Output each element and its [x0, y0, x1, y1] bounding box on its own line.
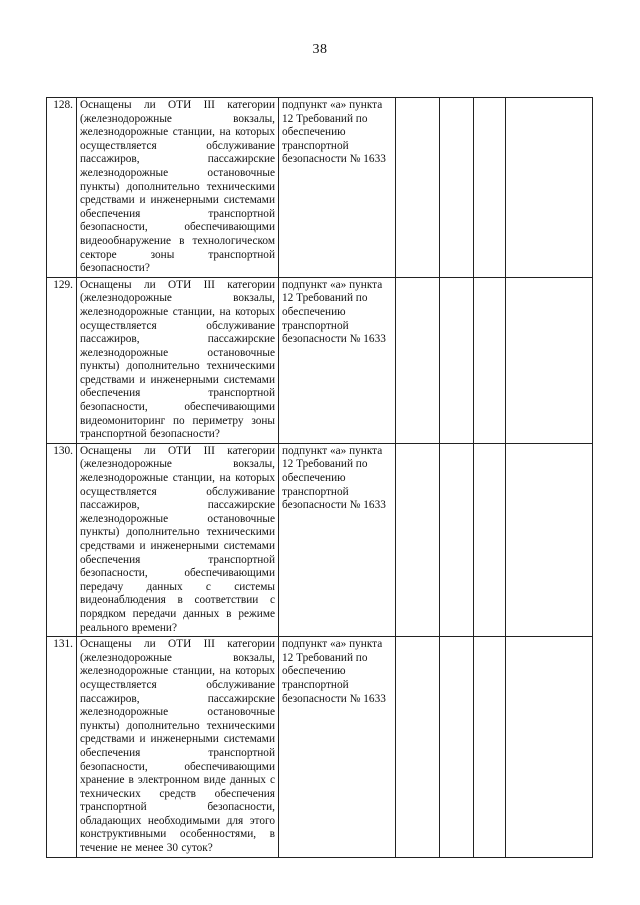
answer-no-cell[interactable] — [440, 637, 474, 858]
table-row — [47, 637, 593, 858]
regulation-reference: подпункт «а» пункта 12 Требований по обеспечению транспортной безопасности № 1633 — [279, 277, 396, 443]
notes-cell[interactable] — [506, 443, 593, 636]
question-text: Оснащены ли ОТИ III категории (железнодорожные вокзалы, железнодорожные станции, на которых осуществляется обслуживание пассажиров, пассажирские железнодорожные остановочные пункты) дополнительно техническими средствами и инженерными системами обеспечения транспортной безопасности, обеспечивающими передачу данных с системы видеонаблюдения в соответствии с порядком передачи данных в режиме реального времени? — [77, 443, 279, 636]
question-text: Оснащены ли ОТИ III категории (железнодорожные вокзалы, железнодорожные станции, на которых осуществляется обслуживание пассажиров, пассажирские железнодорожные остановочные пункты) дополнительно техническими средствами и инженерными системами обеспечения транспортной безопасности, обеспечивающими видеообнаружение в технологическом секторе зоны транспортной безопасности? — [77, 98, 279, 278]
row-number: 130. — [47, 443, 77, 636]
regulation-reference: подпункт «а» пункта 12 Требований по обеспечению транспортной безопасности № 1633 — [279, 98, 396, 278]
regulation-reference: подпункт «а» пункта 12 Требований по обеспечению транспортной безопасности № 1633 — [279, 443, 396, 636]
row-number: 129. — [47, 277, 77, 443]
answer-no-cell[interactable] — [440, 98, 474, 278]
question-text: Оснащены ли ОТИ III категории (железнодорожные вокзалы, железнодорожные станции, на которых осуществляется обслуживание пассажиров, пассажирские железнодорожные остановочные пункты) дополнительно техническими средствами и инженерными системами обеспечения транспортной безопасности, обеспечивающими хранение в электронном виде данных с технических средств обеспечения транспортной безопасности, обладающих необходимыми для этого конструктивными особенностями, в течение не менее 30 суток? — [77, 637, 279, 858]
row-number: 131. — [47, 637, 77, 858]
answer-yes-cell[interactable] — [396, 98, 440, 278]
question-text: Оснащены ли ОТИ III категории (железнодорожные вокзалы, железнодорожные станции, на которых осуществляется обслуживание пассажиров, пассажирские железнодорожные остановочные пункты) дополнительно техническими средствами и инженерными системами обеспечения транспортной безопасности, обеспечивающими видеомониторинг по периметру зоны транспортной безопасности? — [77, 277, 279, 443]
answer-yes-cell[interactable] — [396, 277, 440, 443]
answer-no-cell[interactable] — [440, 277, 474, 443]
regulation-reference: подпункт «а» пункта 12 Требований по обеспечению транспортной безопасности № 1633 — [279, 637, 396, 858]
answer-yes-cell[interactable] — [396, 637, 440, 858]
table-row — [47, 277, 593, 443]
checklist-table — [46, 97, 593, 858]
row-number: 128. — [47, 98, 77, 278]
notes-cell[interactable] — [506, 637, 593, 858]
table-row — [47, 98, 593, 278]
notes-cell[interactable] — [506, 277, 593, 443]
answer-yes-cell[interactable] — [396, 443, 440, 636]
notes-cell[interactable] — [506, 98, 593, 278]
answer-not-applicable-cell[interactable] — [474, 443, 506, 636]
table-row — [47, 443, 593, 636]
answer-no-cell[interactable] — [440, 443, 474, 636]
answer-not-applicable-cell[interactable] — [474, 98, 506, 278]
answer-not-applicable-cell[interactable] — [474, 637, 506, 858]
answer-not-applicable-cell[interactable] — [474, 277, 506, 443]
page-number: 38 — [312, 42, 328, 57]
